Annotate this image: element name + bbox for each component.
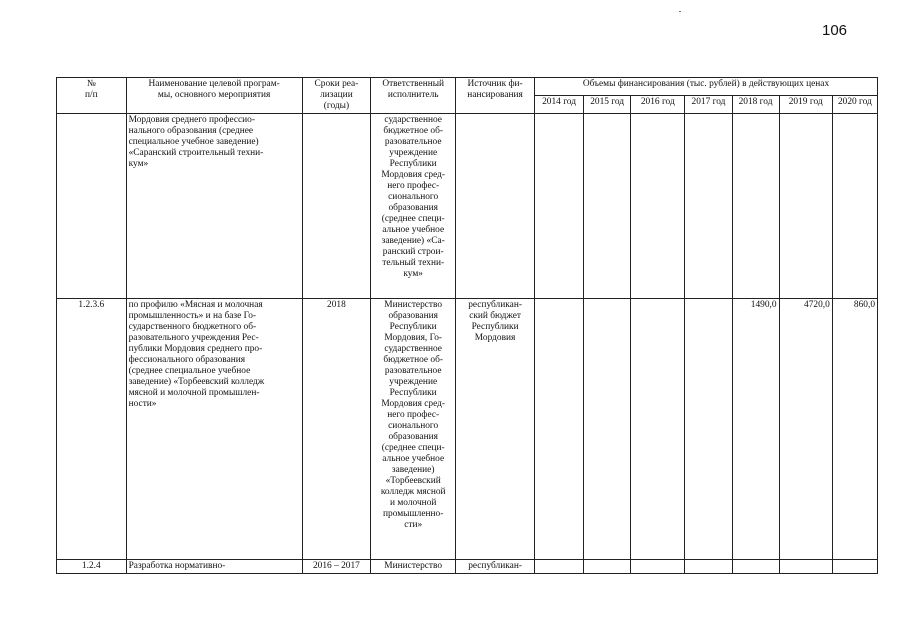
row-value	[534, 114, 583, 299]
header-year: 2016 год	[631, 96, 685, 114]
header-funding: Объемы финансирования (тыс. рублей) в действующих ценах	[534, 78, 877, 96]
header-year: 2018 год	[732, 96, 779, 114]
row-value	[584, 114, 631, 299]
row-value	[631, 114, 685, 299]
page-number: 106	[822, 22, 848, 39]
row-source	[456, 114, 535, 299]
row-period	[302, 114, 371, 299]
row-num: 1.2.4	[57, 560, 127, 574]
row-value	[832, 560, 877, 574]
header-period: Сроки реа- лизации (годы)	[302, 78, 371, 114]
row-name: Мордовия среднего профессио- нального образования (среднее специальное учебное заведение) «Саранский строительный техни- кум»	[126, 114, 302, 299]
row-value	[584, 299, 631, 560]
row-value	[534, 560, 583, 574]
row-value	[779, 114, 832, 299]
header-name: Наименование целевой програм- мы, основного мероприятия	[126, 78, 302, 114]
row-value	[584, 560, 631, 574]
row-value	[631, 299, 685, 560]
row-value	[832, 114, 877, 299]
header-executor: Ответственный исполнитель	[371, 78, 456, 114]
header-year: 2017 год	[685, 96, 732, 114]
row-source: республикан- ский бюджет Республики Мордовия	[456, 299, 535, 560]
funding-table	[56, 77, 878, 574]
table-row	[57, 114, 878, 299]
row-period: 2018	[302, 299, 371, 560]
header-year: 2015 год	[584, 96, 631, 114]
header-source: Источник фи- нансирования	[456, 78, 535, 114]
row-value	[685, 114, 732, 299]
row-executor: Министерство	[371, 560, 456, 574]
row-source: республикан-	[456, 560, 535, 574]
row-value	[779, 560, 832, 574]
row-name: Разработка нормативно-	[126, 560, 302, 574]
row-period: 2016 – 2017	[302, 560, 371, 574]
row-num: 1.2.3.6	[57, 299, 127, 560]
row-value	[732, 560, 779, 574]
header-num: № п/п	[57, 78, 127, 114]
row-value: 4720,0	[779, 299, 832, 560]
header-year: 2020 год	[832, 96, 877, 114]
row-value: 1490,0	[732, 299, 779, 560]
header-year: 2019 год	[779, 96, 832, 114]
table-row	[57, 299, 878, 560]
row-value	[685, 299, 732, 560]
row-value	[732, 114, 779, 299]
header-year: 2014 год	[534, 96, 583, 114]
row-value	[534, 299, 583, 560]
row-executor: Министерство образования Республики Мордовия, Го- сударственное бюджетное об- разовательное учреждение Республики Мордовия сред- него профес- сионального образования (среднее специ- альное учебное заведение) «Торбеевский колледж мясной и молочной промышленно- сти»	[371, 299, 456, 560]
row-value	[685, 560, 732, 574]
table-row	[57, 560, 878, 574]
header-row-top	[57, 78, 878, 96]
row-name: по профилю «Мясная и молочная промышленность» и на базе Го- сударственного бюджетного об- разовательного учреждения Рес- публики Мордовия среднего про- фессионального образования (среднее специальное учебное заведение) «Торбеевский колледж мясной и молочной промышлен- ности»	[126, 299, 302, 560]
row-value	[631, 560, 685, 574]
row-num	[57, 114, 127, 299]
row-executor: сударственное бюджетное об- разовательное учреждение Республики Мордовия сред- него профес- сионального образования (среднее специ- альное учебное заведение) «Са- ранский строи- тельный техни- кум»	[371, 114, 456, 299]
scan-speck	[679, 11, 681, 12]
row-value: 860,0	[832, 299, 877, 560]
